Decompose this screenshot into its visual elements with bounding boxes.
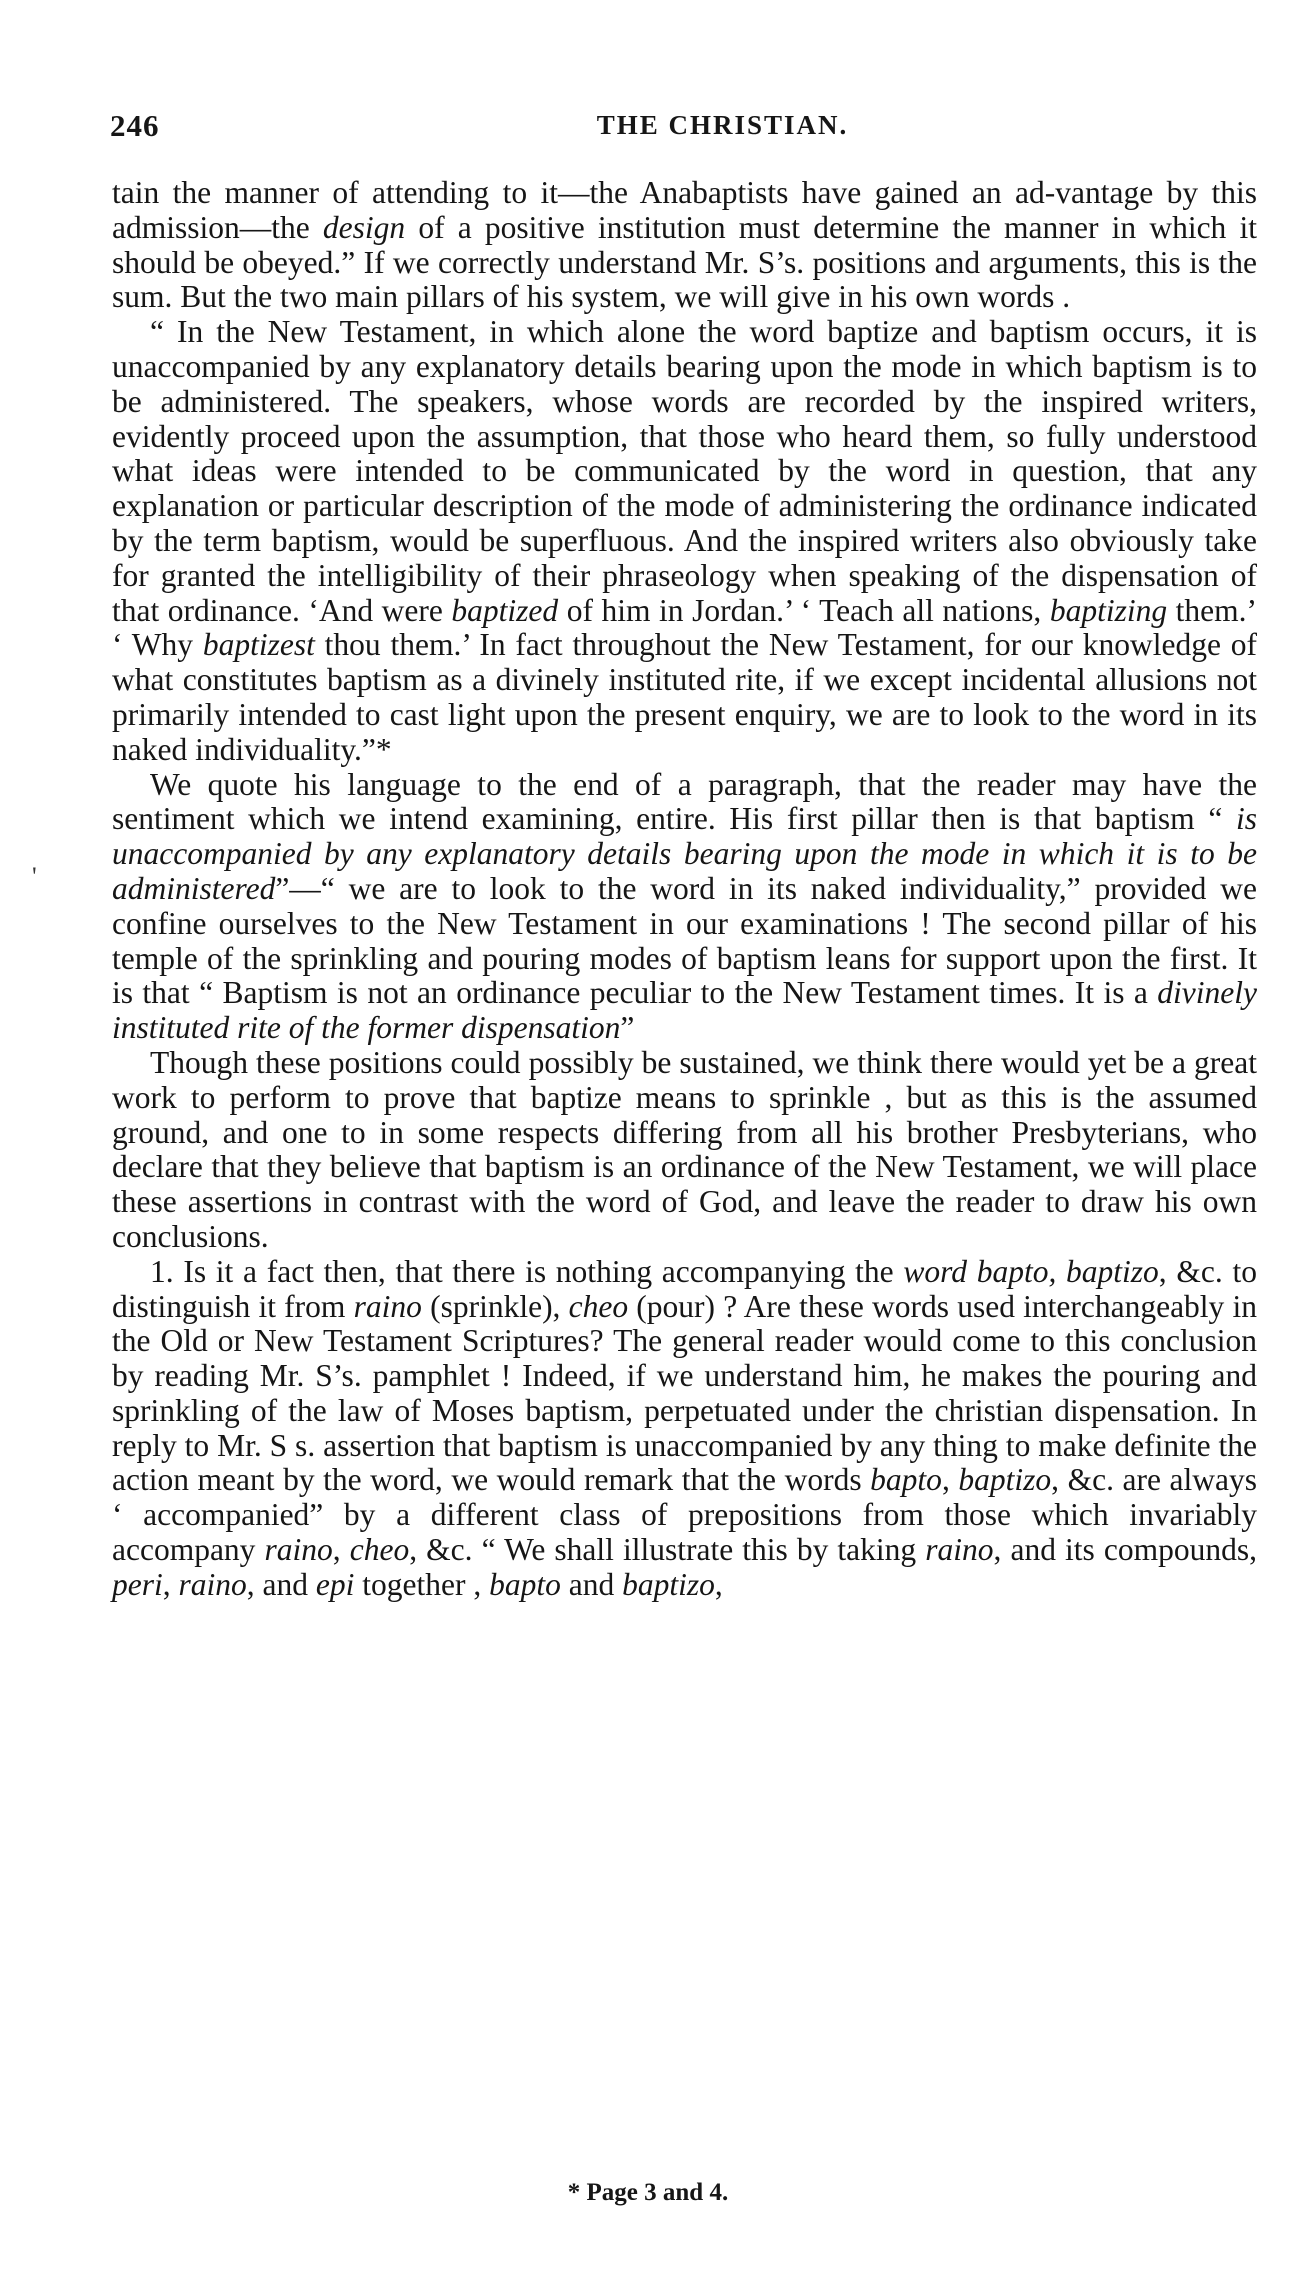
paragraph: tain the manner of attending to it—the Anabaptists have gained an ad-vantage by this admission—the design of a positive institution must determine the manner in which it should be obeyed.” If we correctly understand Mr. S’s. positions and arguments, this is the sum. But the two main pillars of his system, we will give in his own words . [112, 175, 1257, 315]
footnote: * Page 3 and 4. [567, 2179, 729, 2206]
margin-mark: ' [32, 862, 37, 891]
italic-run: raino [925, 1532, 994, 1568]
paragraph: Though these positions could possibly be sustained, we think there would yet be a great work to perform to prove that baptize means to sprinkle , but as this is the assumed ground, and one to in some respects differing from all his brother Presbyterians, who declare that they believe that baptism is an ordinance of the New Testament, we will place these assertions in contrast with the word of God, and leave the reader to draw his own conclusions. [112, 1044, 1257, 1254]
page-header [110, 108, 1255, 152]
paragraph: “ In the New Testament, in which alone the word baptize and baptism occurs, it is unaccompanied by any explanatory details bearing upon the mode in which baptism is to be administered. The speakers, whose words are recorded by the inspired writers, evidently proceed upon the assumption, that those who heard them, so fully understood what ideas were intended to be communicated by the word in question, that any explanation or particular description of the mode of administering the ordinance indicated by the term baptism, would be superfluous. And the inspired writers also obviously take for granted the intelligibility of their phraseology when speaking of the dispensation of that ordinance. ‘And were baptized of him in Jordan.’ ‘ Teach all nations, baptizing them.’ ‘ Why baptizest thou them.’ In fact throughout the New Testament, for our knowledge of what constitutes baptism as a divinely instituted rite, if we except incidental allusions not primarily intended to cast light upon the present enquiry, we are to look to the word in its naked individuality.”* [112, 314, 1258, 767]
body-text [112, 176, 1257, 1603]
italic-run: bapto [870, 1462, 942, 1498]
italic-run: word bapto, baptizo [903, 1253, 1159, 1289]
italic-run: is unaccompanied by any explanatory details bearing upon the mode in which it is to be administered [112, 801, 1257, 906]
running-title: THE CHRISTIAN. [596, 110, 849, 140]
italic-run: peri [112, 1566, 163, 1602]
italic-run: epi [315, 1566, 355, 1602]
page-number: 246 [110, 108, 160, 143]
italic-run: bapto [489, 1566, 561, 1602]
italic-run: baptizing [1049, 592, 1168, 628]
italic-run: baptizest [202, 627, 315, 663]
italic-run: raino [353, 1288, 422, 1324]
paragraph: We quote his language to the end of a paragraph, that the reader may have the sentiment which we intend examining, entire. His first pillar then is that baptism “ is unaccompanied by any explanatory details bearing upon the mode in which it is to be administered”—“ we are to look to the word in its naked individuality,” provided we confine ourselves to the New Testament in our examinations ! The second pillar of his temple of the sprinkling and pouring modes of baptism leans for support upon the first. It is that “ Baptism is not an ordinance peculiar to the New Testament times. It is a divinely instituted rite of the former dispensation” [112, 766, 1257, 1046]
italic-run: cheo [349, 1532, 410, 1568]
italic-run: baptized [451, 592, 559, 628]
italic-run: divinely instituted rite of the former dispensation [112, 975, 1257, 1046]
italic-run: baptizo [622, 1566, 715, 1602]
paragraph: 1. Is it a fact then, that there is nothing accompanying the word bapto, baptizo, &c. to distinguish it from raino (sprinkle), cheo (pour) ? Are these words used interchangeably in the Old or New Testament Scriptures? The general reader would come to this conclusion by reading Mr. S’s. pamphlet ! Indeed, if we understand him, he makes the pouring and sprinkling of the law of Moses baptism, perpetuated under the christian dispensation. In reply to Mr. S s. assertion that baptism is unaccompanied by any thing to make definite the action meant by the word, we would remark that the words bapto, baptizo, &c. are always ‘ accompanied” by a different class of prepositions from those which invariably accompany raino, cheo, &c. “ We shall illustrate this by taking raino, and its compounds, peri, raino, and epi together , bapto and baptizo, [112, 1253, 1258, 1602]
italic-run: baptizo [958, 1462, 1052, 1498]
italic-run: raino [178, 1566, 247, 1602]
italic-run: raino [264, 1532, 333, 1568]
italic-run: cheo [568, 1288, 629, 1324]
italic-run: design [322, 209, 406, 245]
